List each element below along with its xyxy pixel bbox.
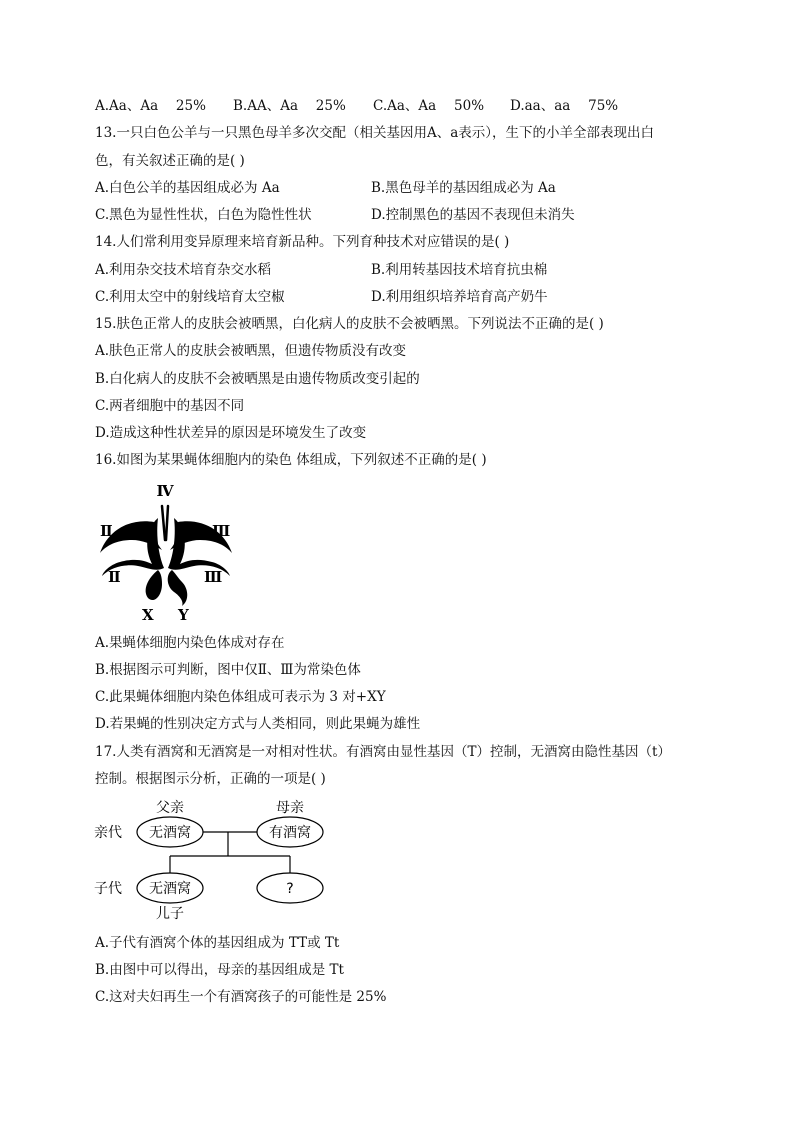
q13-option-a: A.白色公羊的基因组成必为 Aa: [95, 180, 280, 196]
q15-option-d: D.造成这种性状差异的原因是环境发生了改变: [95, 425, 367, 441]
y-chromosome: [168, 570, 188, 606]
q13-stem-line1: 13.一只白色公羊与一只黑色母羊多次交配（相关基因用A、a表示），生下的小羊全部表现出白: [95, 125, 655, 141]
q13-options-row2: [95, 205, 715, 225]
label-iv: Ⅳ: [156, 482, 174, 500]
q12-option-a: A.Aa、Aa 25%: [95, 98, 206, 114]
q15-option-a: A.肤色正常人的皮肤会被晒黑，但遗传物质没有改变: [95, 343, 407, 359]
label-ii-lower: Ⅱ: [108, 568, 121, 586]
q16-stem: 16.如图为某果蝇体细胞内的染色 体组成，下列叙述不正确的是( ): [95, 452, 487, 468]
son-trait: 无酒窝: [149, 881, 191, 897]
q15-stem: 15.肤色正常人的皮肤会被晒黑，白化病人的皮肤不会被晒黑。下列说法不正确的是( ): [95, 316, 604, 332]
q13-option-b: B.黑色母羊的基因组成必为 Aa: [371, 180, 556, 196]
father-trait: 无酒窝: [149, 825, 191, 841]
q13-option-d: D.控制黑色的基因不表现但未消失: [371, 207, 575, 223]
q15-option-b: B.白化病人的皮肤不会被晒黑是由遗传物质改变引起的: [95, 371, 420, 387]
q16-option-a: A.果蝇体细胞内染色体成对存在: [95, 635, 285, 651]
q17-option-c: C.这对夫妇再生一个有酒窝孩子的可能性是 25%: [95, 989, 387, 1005]
label-iii-upper: Ⅲ: [212, 522, 231, 540]
q17-option-a: A.子代有酒窝个体的基因组成为 TT或 Tt: [95, 935, 340, 951]
q12-options: [95, 96, 715, 116]
q17-option-b: B.由图中可以得出，母亲的基因组成是 Tt: [95, 962, 344, 978]
mother-label: 母亲: [276, 800, 304, 816]
q12-option-d: D.aa、aa 75%: [510, 98, 619, 114]
dimple-pedigree-chart: [92, 796, 342, 924]
label-y: Y: [178, 606, 189, 624]
q14-option-a: A.利用杂交技术培育杂交水稻: [95, 262, 272, 278]
chromosome-iv: [162, 506, 168, 540]
q12-option-b: B.AA、Aa 25%: [233, 98, 346, 114]
q16-option-b: B.根据图示可判断，图中仅Ⅱ、Ⅲ为常染色体: [95, 662, 361, 678]
father-label: 父亲: [156, 800, 184, 816]
mother-trait: 有酒窝: [269, 825, 311, 841]
q13-option-c: C.黑色为显性性状，白色为隐性性状: [95, 207, 312, 223]
x-chromosome: [146, 570, 162, 600]
son-label: 儿子: [156, 906, 184, 922]
q14-options-row1: [95, 260, 715, 280]
label-iii-lower: Ⅲ: [204, 568, 223, 586]
q14-option-c: C.利用太空中的射线培育太空椒: [95, 289, 285, 305]
q12-option-c: C.Aa、Aa 50%: [373, 98, 485, 114]
q17-stem-line1: 17.人类有酒窝和无酒窝是一对相对性状。有酒窝由显性基因（T）控制，无酒窝由隐性基因（t）: [95, 744, 671, 760]
q14-option-b: B.利用转基因技术培育抗虫棉: [371, 262, 548, 278]
q13-options-row1: [95, 178, 715, 198]
q15-option-c: C.两者细胞中的基因不同: [95, 398, 245, 414]
q16-option-d: D.若果蝇的性别决定方式与人类相同，则此果蝇为雄性: [95, 716, 421, 732]
q17-stem-line2: 控制。根据图示分析，正确的一项是( ): [95, 771, 326, 787]
fruit-fly-chromosome-figure: [92, 478, 242, 628]
q14-options-row2: [95, 287, 715, 307]
child-generation-label: 子代: [94, 881, 122, 897]
q13-stem-line2: 色，有关叙述正确的是( ): [95, 153, 245, 169]
parent-generation-label: 亲代: [94, 825, 122, 841]
q14-option-d: D.利用组织培养培育高产奶牛: [371, 289, 548, 305]
q16-option-c: C.此果蝇体细胞内染色体组成可表示为 3 对+XY: [95, 689, 386, 705]
label-x: X: [142, 606, 154, 624]
label-ii-upper: Ⅱ: [100, 522, 113, 540]
q14-stem: 14.人们常利用变异原理来培育新品种。下列育种技术对应错误的是( ): [95, 234, 510, 250]
unknown-child-trait: ?: [286, 881, 294, 897]
